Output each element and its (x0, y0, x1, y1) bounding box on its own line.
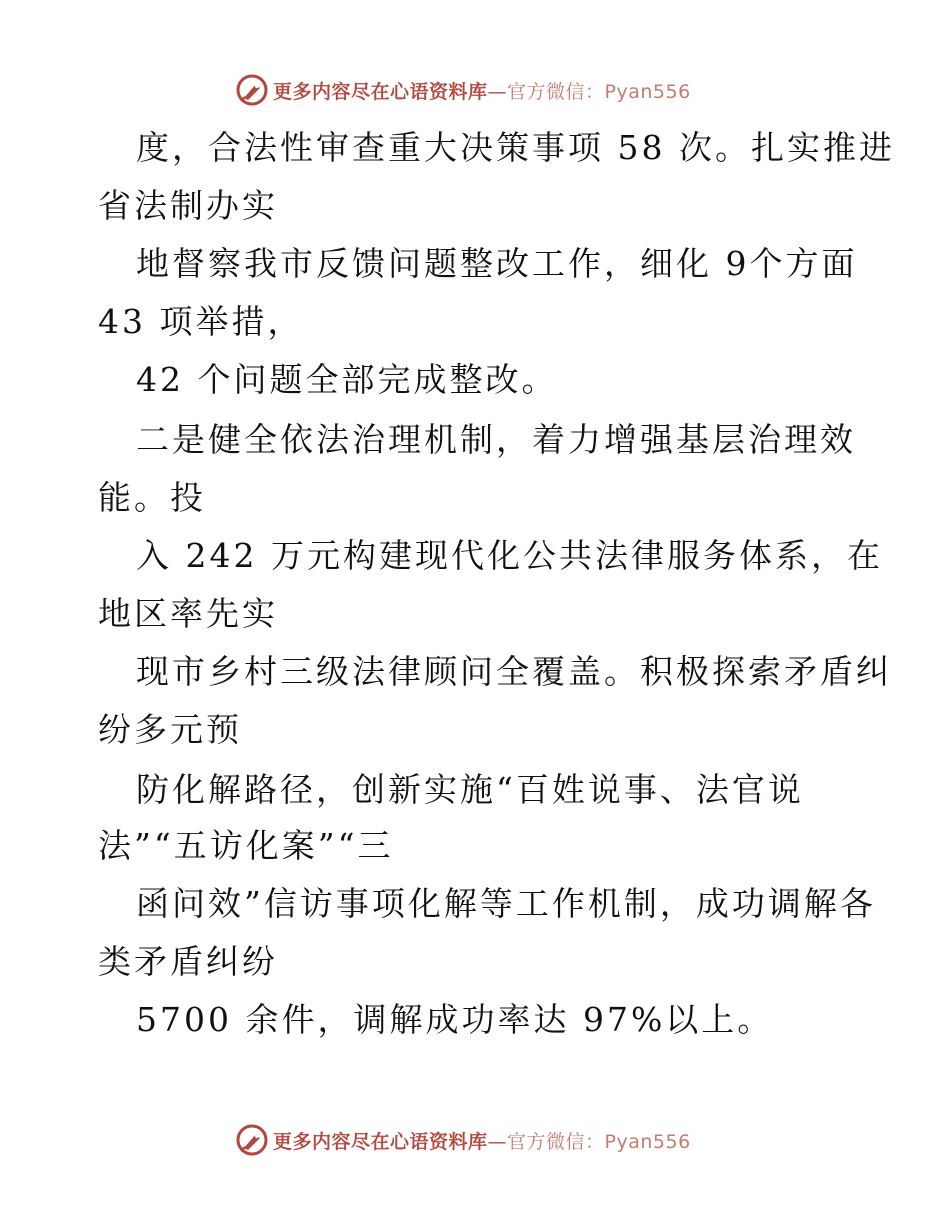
text-line: 现市乡村三级法律顾问全覆盖。积极探索矛盾纠 (136, 652, 892, 691)
text-line: 纷多元预 (98, 710, 242, 749)
text-line: 法”“五访化案”“三 (98, 826, 394, 865)
text-line: 43 项举措， (98, 302, 304, 341)
text-line: 能。投 (98, 478, 206, 517)
footer-watermark-banner (235, 1123, 691, 1157)
text-line: 类矛盾纠纷 (98, 942, 278, 981)
text-line: 省法制办实 (98, 186, 278, 225)
text-line: 度，合法性审查重大决策事项 58 次。扎实推进 (136, 128, 895, 167)
pen-nib-logo-icon (235, 1123, 269, 1157)
text-line: 二是健全依法治理机制，着力增强基层治理效 (136, 420, 856, 459)
watermark-wechat-id: Pyan556 (604, 80, 691, 103)
watermark-dash: — (487, 1130, 508, 1153)
watermark-wechat-id: Pyan556 (604, 1130, 691, 1153)
header-watermark-banner (235, 73, 691, 107)
watermark-wechat-label: 官方微信： (507, 1130, 605, 1153)
watermark-wechat-label: 官方微信： (507, 80, 605, 103)
watermark-main-text: 更多内容尽在心语资料库 (273, 1130, 488, 1153)
text-line: 5700 余件，调解成功率达 97%以上。 (136, 1000, 774, 1039)
text-line: 地区率先实 (98, 594, 278, 633)
watermark-text (273, 1127, 691, 1154)
watermark-text (273, 77, 691, 104)
watermark-main-text: 更多内容尽在心语资料库 (273, 80, 488, 103)
watermark-dash: — (487, 80, 508, 103)
text-line: 42 个问题全部完成整改。 (136, 360, 558, 399)
text-line: 入 242 万元构建现代化公共法律服务体系，在 (136, 536, 883, 575)
text-line: 地督察我市反馈问题整改工作，细化 9个方面 (136, 244, 858, 283)
pen-nib-logo-icon (235, 73, 269, 107)
text-line: 函问效”信访事项化解等工作机制，成功调解各 (136, 884, 876, 923)
text-line: 防化解路径，创新实施“百姓说事、法官说 (136, 770, 804, 809)
